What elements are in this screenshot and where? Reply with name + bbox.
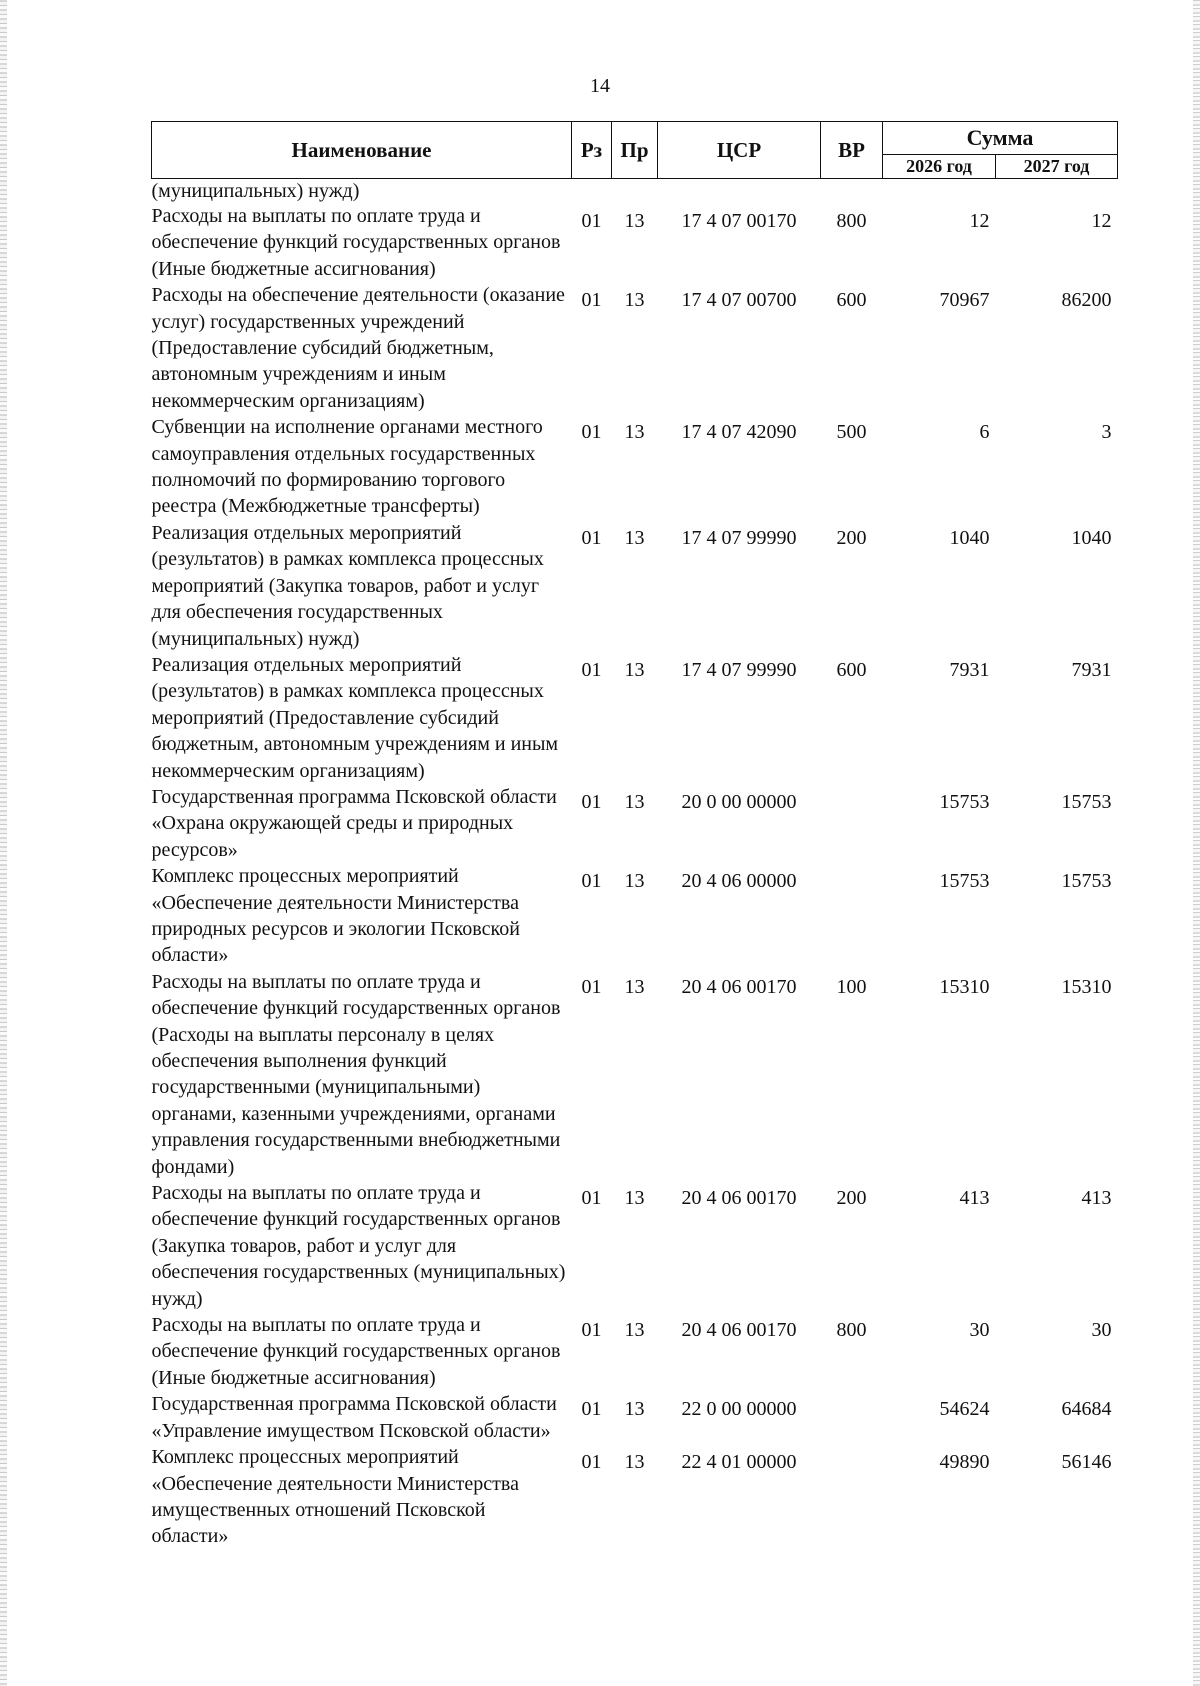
row-rz: 01 (581, 975, 602, 998)
row-sum-2026: 1040 (949, 526, 990, 549)
table-row (152, 652, 1118, 784)
row-csr: 17 4 07 00170 (681, 210, 797, 232)
row-csr: 20 4 06 00170 (681, 975, 797, 998)
row-rz: 01 (581, 1187, 602, 1210)
row-name: Субвенции на исполнение органами местного самоуправления отдельных государственных полномочий по формированию торгового реестра (Межбюджетные трансферты) (151, 416, 543, 518)
table-header (152, 122, 1118, 179)
row-pr: 13 (624, 1319, 645, 1342)
table-row (152, 520, 1118, 652)
table-row (152, 863, 1118, 969)
row-sum-2026: 15753 (939, 790, 990, 813)
row-name: Реализация отдельных мероприятий (результатов) в рамках комплекса процессных мероприятий (Закупка товаров, работ и услуг для обеспечения государственных (муниципальных) нужд) (151, 521, 544, 650)
row-csr: 17 4 07 99990 (681, 658, 797, 681)
row-pr: 13 (624, 790, 645, 813)
row-rz: 01 (581, 526, 602, 549)
row-csr: 20 4 06 00000 (681, 870, 797, 893)
row-pr: 13 (624, 289, 645, 312)
row-rz: 01 (581, 1451, 602, 1474)
row-name: Комплекс процессных мероприятий «Обеспечение деятельности Министерства природных ресурсов и экологии Псковской области» (151, 865, 520, 967)
row-sum-2027: 1040 (1071, 526, 1112, 549)
row-rz: 01 (581, 870, 602, 893)
row-pr: 13 (624, 870, 645, 893)
row-sum-2026: 7931 (949, 658, 990, 681)
row-rz: 01 (581, 210, 602, 232)
row-vr: 800 (836, 210, 867, 232)
header-sum: Сумма (883, 122, 1118, 155)
row-csr: 17 4 07 00700 (681, 289, 797, 312)
header-year-2027: 2027 год (996, 155, 1118, 179)
row-pr: 13 (624, 975, 645, 998)
row-sum-2026: 15753 (939, 870, 990, 893)
scan-edge-left (0, 0, 7, 1686)
row-name: Расходы на выплаты по оплате труда и обеспечение функций государственных органов (Закупка товаров, работ и услуг для обеспечения государственных (муниципальных) нужд) (151, 1182, 566, 1310)
row-sum-2027: 12 (1091, 210, 1112, 232)
row-vr: 500 (836, 421, 867, 444)
row-sum-2027: 86200 (1061, 289, 1112, 312)
row-csr: 20 4 06 00170 (681, 1319, 797, 1342)
row-sum-2026: 54624 (939, 1398, 990, 1421)
row-csr: 22 4 01 00000 (681, 1451, 797, 1474)
row-sum-2027: 3 (1101, 421, 1112, 444)
row-vr (821, 863, 883, 969)
continuation-text: (муниципальных) нужд) (151, 180, 360, 202)
table-row-continuation (152, 179, 1118, 204)
row-pr: 13 (624, 658, 645, 681)
row-name: Расходы на выплаты по оплате труда и обеспечение функций государственных органов (Иные бюджетные ассигнования) (151, 205, 561, 280)
row-rz: 01 (581, 790, 602, 813)
row-sum-2027: 15753 (1061, 870, 1112, 893)
row-vr (821, 784, 883, 863)
row-pr: 13 (624, 210, 645, 232)
row-csr: 17 4 07 99990 (681, 526, 797, 549)
row-name: Расходы на обеспечение деятельности (оказание услуг) государственных учреждений (Предоставление субсидий бюджетным, автономным учреждениям и иным некоммерческим организациям) (151, 284, 565, 412)
row-name: Государственная программа Псковской области «Охрана окружающей среды и природных ресурсов» (151, 785, 557, 861)
row-csr: 20 4 06 00170 (681, 1187, 797, 1210)
row-sum-2027: 7931 (1071, 658, 1112, 681)
table-row (152, 1391, 1118, 1444)
row-sum-2027: 56146 (1061, 1451, 1112, 1474)
row-sum-2026: 12 (969, 210, 990, 232)
table-row (152, 282, 1118, 414)
row-vr: 800 (836, 1319, 867, 1342)
row-sum-2027: 30 (1091, 1319, 1112, 1342)
budget-table (151, 121, 1118, 1550)
table-row (152, 203, 1118, 282)
row-rz: 01 (581, 289, 602, 312)
row-sum-2026: 413 (959, 1187, 990, 1210)
row-pr: 13 (624, 1398, 645, 1421)
row-vr: 600 (836, 289, 867, 312)
row-rz: 01 (581, 1319, 602, 1342)
row-sum-2027: 15310 (1061, 975, 1112, 998)
row-vr: 200 (836, 1187, 867, 1210)
row-vr (821, 1391, 883, 1444)
row-sum-2026: 6 (979, 421, 990, 444)
row-csr: 20 0 00 00000 (681, 790, 797, 813)
header-year-2026: 2026 год (883, 155, 996, 179)
row-sum-2026: 70967 (939, 289, 990, 312)
row-name: Расходы на выплаты по оплате труда и обеспечение функций государственных органов (Расходы на выплаты персоналу в целях обеспечения выполнения функций государственными (муниципальными) органами, казенными учреждениями, органами управления государственными внебюджетными фондами) (151, 970, 561, 1178)
row-pr: 13 (624, 421, 645, 444)
row-sum-2026: 49890 (939, 1451, 990, 1474)
table-row (152, 784, 1118, 863)
header-rz: Рз (572, 122, 612, 179)
table-row (152, 1444, 1118, 1550)
row-sum-2027: 64684 (1061, 1398, 1112, 1421)
row-rz: 01 (581, 421, 602, 444)
row-rz: 01 (581, 1398, 602, 1421)
row-name: Реализация отдельных мероприятий (результатов) в рамках комплекса процессных мероприятий (Предоставление субсидий бюджетным, автономным учреждениям и иным некоммерческим организациям) (151, 653, 559, 782)
table-row (152, 1180, 1118, 1312)
row-vr: 100 (836, 975, 867, 998)
row-sum-2026: 30 (969, 1319, 990, 1342)
row-sum-2027: 413 (1081, 1187, 1112, 1210)
row-vr (821, 1444, 883, 1550)
row-sum-2027: 15753 (1061, 790, 1112, 813)
table-body (152, 179, 1118, 1550)
row-rz: 01 (581, 658, 602, 681)
row-sum-2026: 15310 (939, 975, 990, 998)
row-name: Расходы на выплаты по оплате труда и обеспечение функций государственных органов (Иные бюджетные ассигнования) (151, 1314, 561, 1389)
row-pr: 13 (624, 526, 645, 549)
row-name: Комплекс процессных мероприятий «Обеспечение деятельности Министерства имущественных отношений Псковской области» (151, 1446, 519, 1548)
scan-edge-right (1193, 0, 1200, 1686)
page-number: 14 (590, 75, 610, 97)
row-pr: 13 (624, 1187, 645, 1210)
table-row (152, 969, 1118, 1180)
row-name: Государственная программа Псковской области «Управление имуществом Псковской области» (151, 1393, 557, 1442)
header-csr: ЦСР (658, 122, 821, 179)
row-csr: 22 0 00 00000 (681, 1398, 797, 1421)
row-pr: 13 (624, 1451, 645, 1474)
table-row (152, 1312, 1118, 1391)
row-vr: 200 (836, 526, 867, 549)
row-csr: 17 4 07 42090 (681, 421, 797, 444)
header-name: Наименование (152, 122, 572, 179)
header-pr: Пр (612, 122, 658, 179)
table-row (152, 414, 1118, 520)
header-vr: ВР (821, 122, 883, 179)
row-vr: 600 (836, 658, 867, 681)
